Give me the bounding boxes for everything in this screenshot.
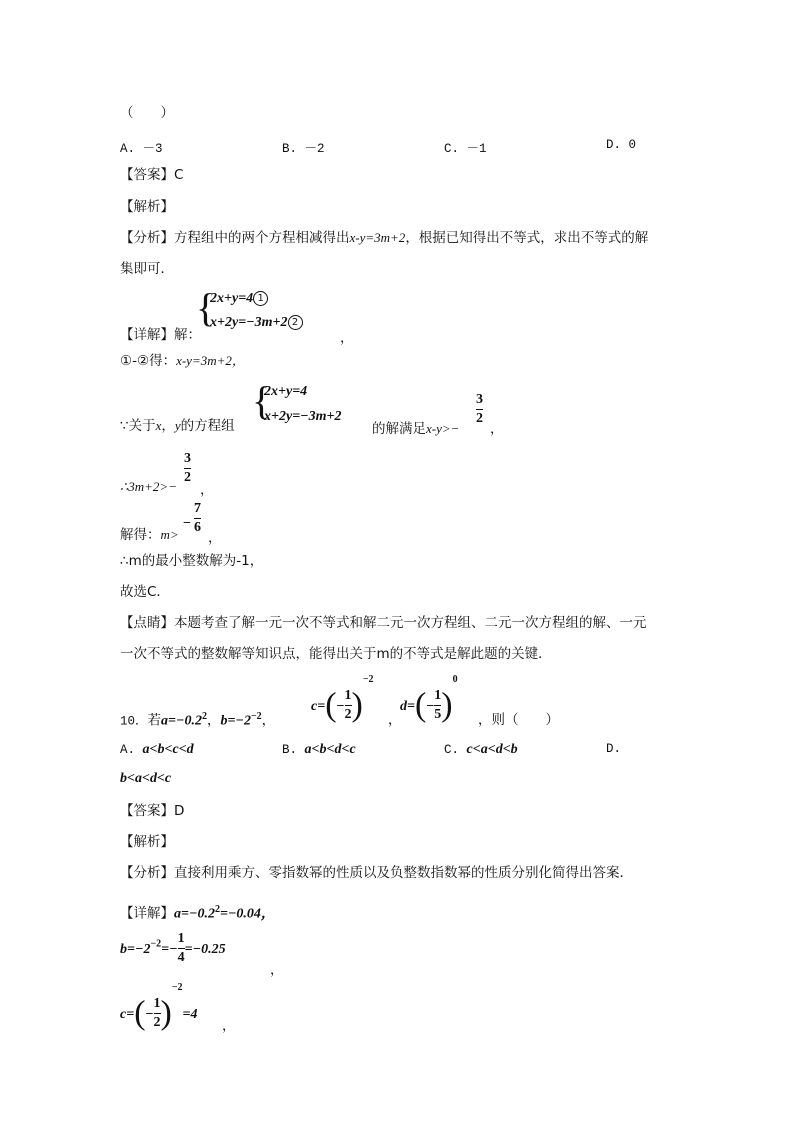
q10-detail-c-rhs: =4 [182,1007,198,1022]
q9-step4-ineq: m> [160,527,179,542]
q10-option-d-label: D. [606,742,622,756]
frac-denominator: 2 [344,707,352,722]
frac-denominator: 4 [177,950,185,965]
q9-option-b: B. －2 [282,142,325,156]
q9-dianjing-label: 【点睛】 [120,615,174,631]
q10-detail-c-exp: −2 [171,982,183,993]
q10-option-c-expr: c<a<d<b [466,742,518,757]
q9-system1-row2 [210,315,303,331]
frac-numerator: 7 [194,501,201,516]
q10-option-a [120,742,194,758]
frac-numerator: 1 [153,996,161,1011]
q9-step1-expr: x-y=3m+2， [176,353,245,368]
q10-detail-b-exp: −2 [150,938,162,950]
q10-b-def: b=−2 [220,713,251,729]
q10-number: 10． [120,714,148,729]
frac-numerator: 1 [177,931,185,946]
frac-denominator: 2 [184,470,191,485]
q9-answer: 【答案】C [120,167,184,183]
q10-d-def: d=(− $\frac{1}{5}$ )$^0$ [400,674,458,724]
q9-step2-var-y: y [174,418,181,433]
q10-option-a-expr: a<b<c<d [142,742,194,757]
q10-option-b-expr: a<b<d<c [304,742,356,757]
q9-option-d: D. 0 [606,138,637,152]
q10-ruo: 若 [147,712,162,729]
frac-numerator: 3 [184,451,191,466]
q9-step4 [120,526,179,544]
q10-option-b [282,742,356,758]
q10-detail-c-end: ， [222,1018,236,1034]
q9-step4-label: 解得： [120,527,161,543]
q9-option-c: C. －1 [444,142,487,156]
q9-step2-text-a: ∵关于 [120,418,156,434]
q10-detail-a-exp: 2 [214,904,220,915]
q9-fenxi-line1 [120,229,648,247]
q10-tail: ，则（ ） [478,712,559,728]
q10-detail-b-mid: =− [161,942,178,957]
q10-option-d-expr: b<a<d<c [120,771,172,786]
q9-system1-comma: ， [340,330,354,346]
q9-answer-paren: （ ） [120,105,174,121]
q10-comma-2: ， [261,712,276,729]
q9-system2-row2: x+2y=−3m+2 [264,409,342,424]
q9-step4-end: ， [208,530,222,546]
q9-fenxi-text-b: ，根据已知得出不等式，求出不等式的解 [405,230,649,246]
q9-step1-label: ①-②得： [120,353,177,369]
frac-numerator: 1 [344,688,352,703]
q10-answer: 【答案】D [120,803,185,819]
q10-detail-a-lhs: a=−0.2 [174,906,215,922]
q10-comma-3: ， [388,712,402,728]
frac-denominator: 2 [153,1015,161,1030]
q10-fenxi-label: 【分析】 [120,865,174,881]
circle-one-icon: 1 [253,291,268,306]
q10-fenxi-line [120,864,633,882]
q10-b-exp: −2 [250,711,262,722]
q9-step2-sep: ， [161,418,175,434]
q9-step2-fraction [476,393,483,426]
q9-step2-text-c: 的解满足 [372,421,426,437]
q9-fenxi-expr: x-y=3m+2 [349,230,406,245]
q9-dianjing-line1 [120,614,647,632]
q10-c-exp: −2 [362,674,374,685]
q10-c-def: c=(− $\frac{1}{2}$ )$^{-2}$ [311,674,374,724]
frac-denominator: 2 [476,411,483,426]
q10-a-exp: 2 [201,711,207,722]
q10-fenxi-text: 直接利用乘方、零指数幂的性质以及负整数指数幂的性质分别化简得出答案． [174,865,633,881]
q9-step3-ineq: ∴3m+2>− [120,479,177,494]
q9-step2-ineq: x-y>− [426,421,460,436]
q9-system2-brace: { [252,378,272,423]
q9-dianjing-text-a: 本题考查了解一元一次不等式和解二元一次方程组、二元一次方程组的解、一元 [174,615,647,631]
q10-detail-a [120,901,275,924]
q10-detail-c-lhs: c= [120,1007,135,1022]
q9-fenxi-text-a: 方程组中的两个方程相减得出 [174,230,350,246]
q9-step6: 故选C． [120,584,170,600]
q9-dianjing-line2: 一次不等式的整数解等知识点，能得出关于m的不等式是解此题的关键． [120,646,552,662]
q10-option-c-label: C. [444,743,460,757]
q10-detail-label: 【详解】 [120,905,174,922]
q9-step3-fraction [184,452,191,485]
q9-step2-text-b: 的方程组 [180,418,235,434]
frac-denominator: 5 [434,707,442,722]
circle-two-icon: 2 [288,315,303,330]
q9-step3 [120,478,177,496]
q9-step2-end: ， [490,421,504,437]
q10-analysis-heading: 【解析】 [120,834,174,850]
q10-option-b-label: B. [282,743,298,757]
q9-step5: ∴m的最小整数解为-1， [120,553,264,569]
frac-denominator: 6 [194,520,201,535]
q9-system1-brace: { [196,285,216,330]
q10-option-a-label: A. [120,743,136,757]
frac-numerator: 3 [476,392,483,407]
q9-step3-end: ， [200,482,214,498]
q10-a-def: a=−0.2 [161,713,202,729]
q9-step4-minus: − [183,516,191,531]
q10-c-lhs: c= [311,699,326,714]
q9-step2-var-x: x [155,418,162,433]
q10-d-lhs: d= [400,699,415,714]
q10-detail-c: c=(− $\frac{1}{2}$ )$^{-2}$=4 [120,982,198,1032]
q10-d-exp: 0 [452,674,458,685]
q9-step1 [120,352,245,370]
q9-detail-label: 【详解】解： [120,327,201,343]
q9-option-a: A. －3 [120,142,163,156]
q9-step2-prefix [120,417,235,435]
q9-system1-row2-text: x+2y=−3m+2 [210,315,288,330]
q9-system2-row1: 2x+y=4 [264,384,308,399]
q10-detail-a-rhs: =−0.04， [219,906,275,922]
frac-numerator: 1 [434,688,442,703]
q9-analysis-heading: 【解析】 [120,199,174,215]
q10-detail-b-end: ， [270,962,284,978]
q9-system1-row1-text: 2x+y=4 [210,291,254,306]
q10-detail-b-rhs: =−0.25 [184,942,226,957]
q9-fenxi-line2: 集即可． [120,261,174,277]
q10-comma-1: ， [206,712,221,729]
q10-stem-start [120,708,275,731]
q10-detail-b [120,932,226,965]
q10-detail-b-lhs: b=−2 [120,942,151,957]
q9-system1-row1 [210,291,268,307]
q9-fenxi-label: 【分析】 [120,230,174,246]
q9-step4-fraction [194,502,201,535]
q9-step2-suffix [372,417,459,437]
q10-option-c [444,742,518,758]
